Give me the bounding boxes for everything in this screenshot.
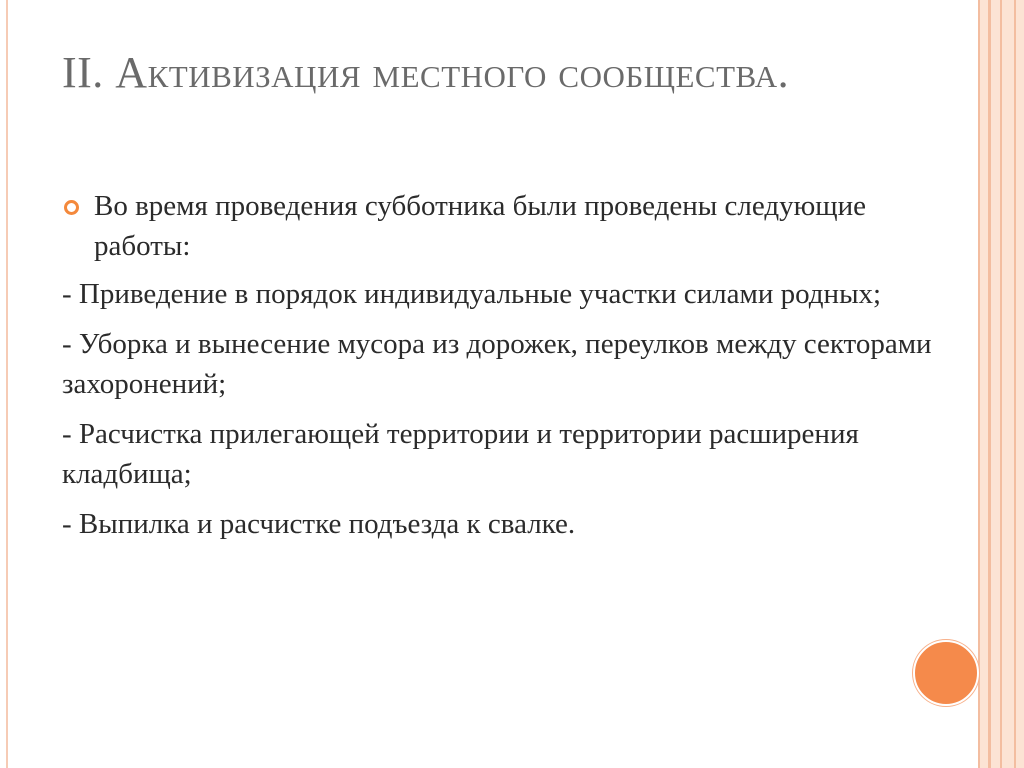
right-border-line [988, 0, 991, 768]
work-item: - Расчистка прилегающей территории и территории расширения кладбища; [62, 418, 859, 490]
circle-bullet-icon [64, 200, 79, 215]
work-item: - Уборка и вынесение мусора из дорожек, переулков между секторами захоронений; [62, 328, 932, 400]
right-border-line [978, 0, 980, 768]
right-border-line [1000, 0, 1002, 768]
left-border-line [6, 0, 8, 768]
right-border-line [1014, 0, 1016, 768]
slide-body [62, 186, 942, 554]
bullet-text: Во время проведения субботника были проведены следующие работы: [94, 190, 866, 262]
slide-title: II. Активизация местного сообщества. [62, 48, 790, 97]
work-item: - Выпилка и расчистке подъезда к свалке. [62, 508, 576, 540]
decorative-circle-icon [913, 640, 979, 706]
work-item: - Приведение в порядок индивидуальные участки силами родных; [62, 278, 882, 310]
bullet-item [62, 186, 942, 266]
